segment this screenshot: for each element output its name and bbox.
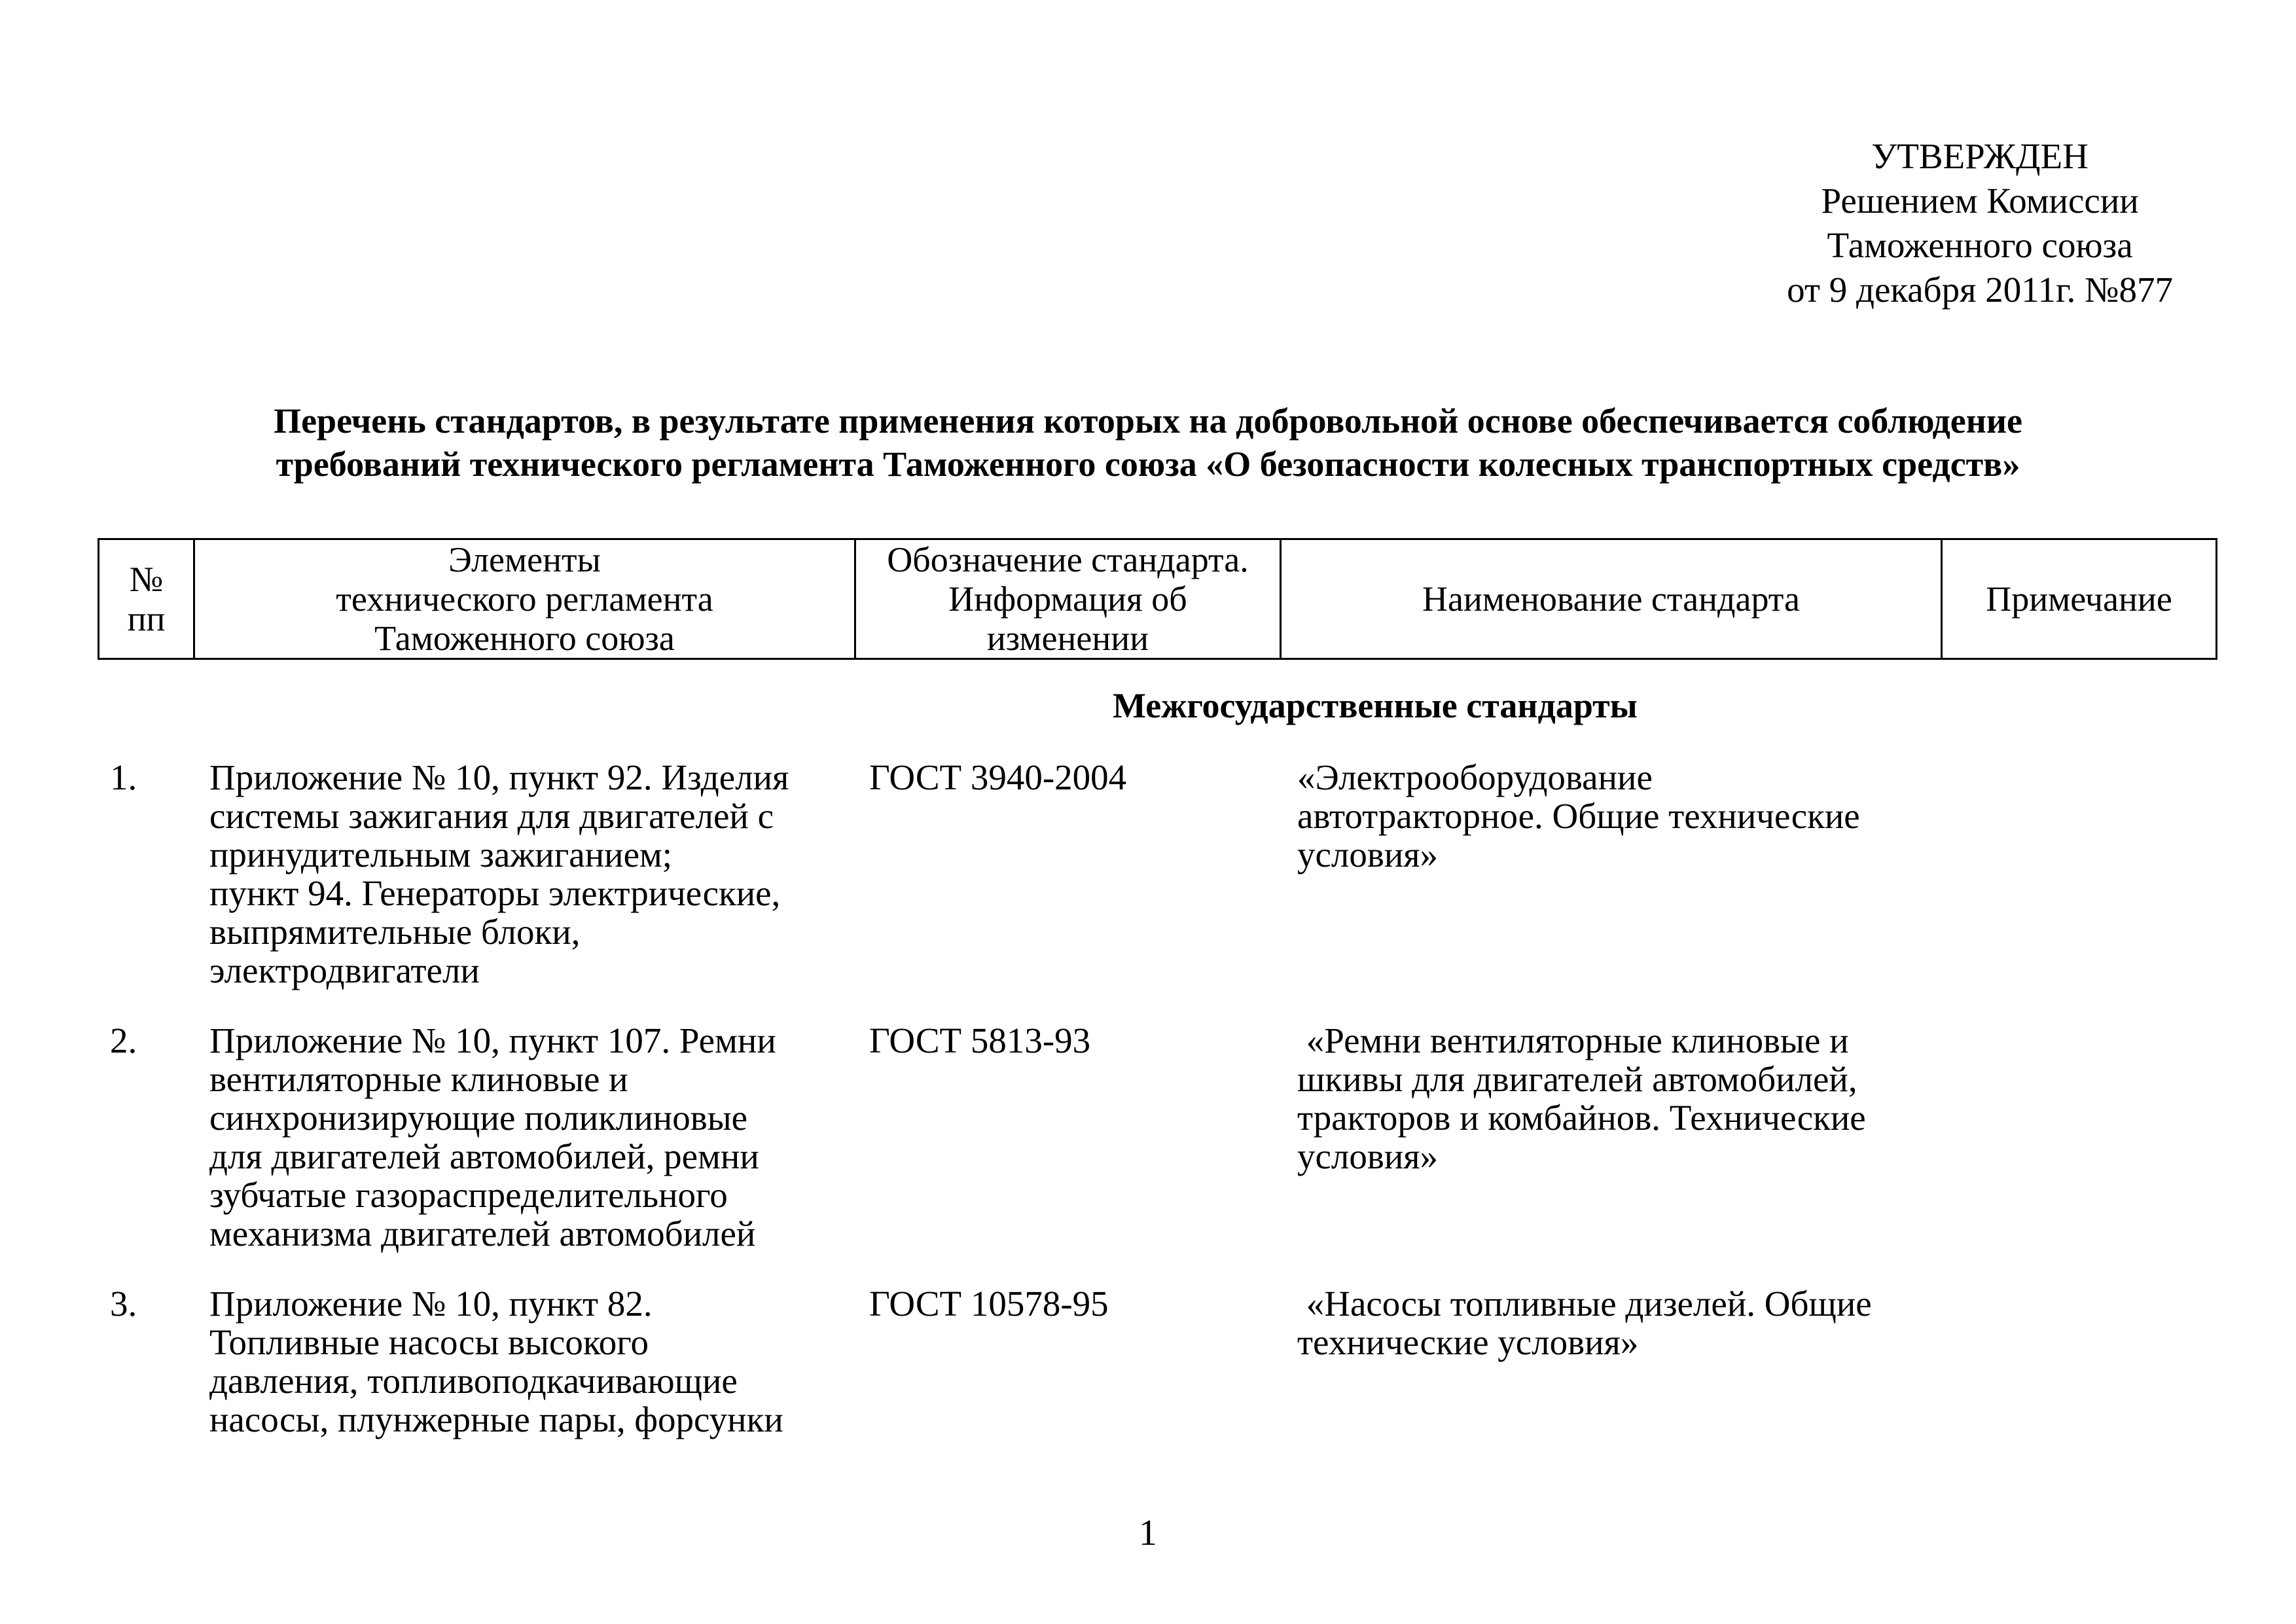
row-element [209,758,857,990]
standard-name-line: «Насосы топливные дизелей. Общие [1297,1284,1872,1324]
header-text: технического регламента [336,579,713,619]
element-line: механизма двигателей автомобилей [209,1214,756,1254]
header-text: Наименование стандарта [1422,579,1800,619]
standard-name-line: технические условия» [1297,1322,1639,1362]
element-line: системы зажигания для двигателей с [209,796,774,836]
standard-name [1297,1284,1919,1362]
standard-name-line: «Ремни вентиляторные клиновые и [1297,1020,1849,1060]
element-line: зубчатые газораспределительного [209,1175,728,1215]
element-line: для двигателей автомобилей, ремни [209,1136,759,1176]
header-text: Информация об [948,579,1187,619]
standard-code: ГОСТ 3940-2004 [869,757,1127,797]
element-line: давления, топливоподкачивающие [209,1361,738,1401]
standards-table-header [98,538,2217,660]
header-cell-elements [194,539,855,659]
approval-line: Таможенного союза [1827,225,2133,265]
approval-line: УТВЕРЖДЕН [1871,136,2089,176]
header-text: пп [127,599,166,638]
approval-line: Решением Комиссии [1821,181,2139,221]
element-line: электродвигатели [209,950,480,990]
element-line: насосы, плунжерные пары, форсунки [209,1399,783,1439]
document-title [0,399,2296,486]
header-text: № [129,560,164,599]
standard-name [1297,1021,1919,1176]
row-number: 2. [110,1020,137,1060]
element-line: выпрямительные блоки, [209,912,581,952]
header-text: Элементы [448,540,601,579]
header-text: Обозначение стандарта. [887,540,1249,579]
element-line: Топливные насосы высокого [209,1322,649,1362]
header-cell-designation [855,539,1281,659]
approval-block [1787,134,2173,312]
row-number: 1. [110,757,137,797]
header-cell-standard-name [1281,539,1942,659]
header-cell-note [1942,539,2217,659]
standard-name [1297,758,1919,874]
standard-code: ГОСТ 10578-95 [869,1284,1109,1324]
page-number: 1 [1139,1513,1157,1553]
document-title-line: Перечень стандартов, в результате применения которых на добровольной основе обеспечивается соблюдение [274,401,2022,441]
standard-code: ГОСТ 5813-93 [869,1020,1091,1060]
row-element [209,1284,857,1439]
element-line: синхронизирующие поликлиновые [209,1098,748,1138]
element-line: Приложение № 10, пункт 107. Ремни [209,1020,776,1060]
document-title-line: требований технического регламента Таможенного союза «О безопасности колесных транспортных средств» [276,444,2020,484]
header-cell-number [99,539,194,659]
element-line: Приложение № 10, пункт 92. Изделия [209,757,789,797]
table-header-row [99,539,2217,659]
section-title: Межгосударственные стандарты [1113,686,1638,725]
standard-name-line: шкивы для двигателей автомобилей, [1297,1059,1857,1099]
element-line: вентиляторные клиновые и [209,1059,628,1099]
element-line: принудительным зажиганием; [209,835,673,875]
element-line: пункт 94. Генераторы электрические, [209,873,781,913]
approval-line: от 9 декабря 2011г. №877 [1787,270,2173,310]
element-line: Приложение № 10, пункт 82. [209,1284,653,1324]
header-text: изменении [986,619,1149,658]
standard-name-line: условия» [1297,835,1439,875]
standard-name-line: «Электрооборудование [1297,757,1653,797]
header-text: Примечание [1986,579,2172,619]
row-number: 3. [110,1284,137,1324]
row-element [209,1021,857,1253]
standard-name-line: тракторов и комбайнов. Технические [1297,1098,1866,1138]
standard-name-line: автотракторное. Общие технические [1297,796,1860,836]
header-text: Таможенного союза [374,619,675,658]
standard-name-line: условия» [1297,1136,1439,1176]
